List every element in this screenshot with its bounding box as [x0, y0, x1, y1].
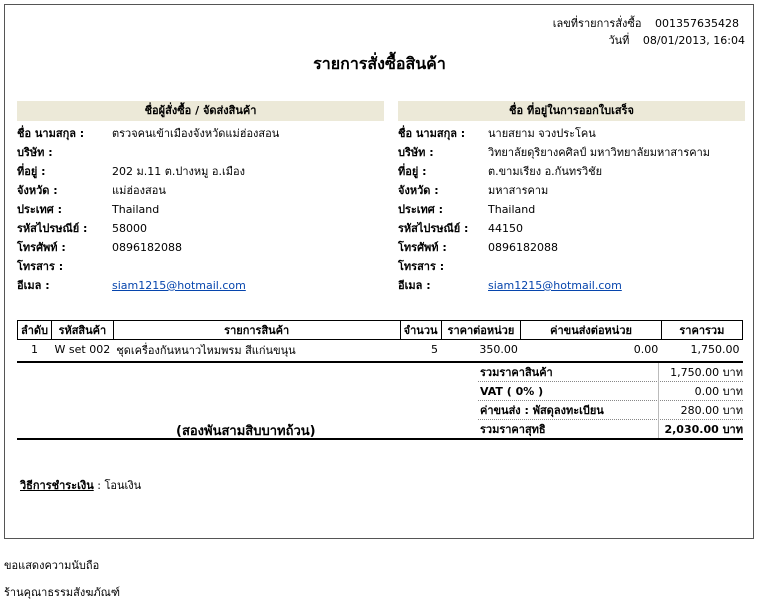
order-date-value: 08/01/2013, 16:04	[642, 34, 745, 47]
field-value: 202 ม.11 ต.ปางหมู อ.เมือง	[112, 165, 245, 178]
summary-value: 280.00 บาท	[680, 404, 743, 417]
amount-in-words: (สองพันสามสิบบาทถ้วน)	[176, 424, 316, 439]
invoice-email-link[interactable]: siam1215@hotmail.com	[488, 279, 622, 292]
order-meta	[553, 15, 745, 49]
shop-name: ร้านคุณาธรรมสังฆภัณฑ์	[4, 586, 120, 599]
cell-unit-price: 350.00	[479, 343, 518, 357]
field-value: วิทยาลัยดุริยางคศิลป์ มหาวิทยาลัยมหาสารคาม	[488, 146, 711, 159]
col-header-total: ราคารวม	[661, 321, 742, 340]
field-value: แม่ฮ่องสอน	[112, 184, 166, 197]
summary-label: รวมราคาสุทธิ	[480, 423, 546, 436]
summary-label: รวมราคาสินค้า	[480, 366, 553, 379]
buyer-panel	[17, 101, 384, 295]
buyer-phone-field	[17, 238, 384, 257]
field-label: โทรศัพท์ :	[398, 241, 447, 254]
invoice-company-field	[398, 143, 745, 162]
closing-regards: ขอแสดงความนับถือ	[4, 559, 100, 572]
summary-bottom-rule	[17, 438, 743, 440]
field-value: 0896182088	[488, 241, 558, 254]
field-value: มหาสารคาม	[488, 184, 549, 197]
page-title: รายการสั่งซื้อสินค้า	[313, 54, 446, 73]
summary-grand-total-row	[478, 420, 743, 439]
summary-value: 0.00 บาท	[694, 385, 743, 398]
field-label: ชื่อ นามสกุล :	[398, 127, 466, 140]
cell-qty: 5	[431, 343, 439, 357]
field-value: 58000	[112, 222, 147, 235]
col-header-unit-shipping: ค่าขนส่งต่อหน่วย	[521, 321, 661, 340]
field-label: โทรสาร :	[17, 260, 64, 273]
field-value: 44150	[488, 222, 523, 235]
invoice-postcode-field	[398, 219, 745, 238]
field-label: ชื่อ นามสกุล :	[17, 127, 85, 140]
summary-vat-row	[478, 382, 743, 401]
order-number-value: 001357635428	[655, 17, 739, 30]
cell-name: ชุดเครื่องกันหนาวไหมพรม สีแก่นขนุน	[116, 343, 296, 357]
summary-subtotal-row	[478, 363, 743, 382]
field-label: โทรสาร :	[398, 260, 445, 273]
buyer-country-field	[17, 200, 384, 219]
col-header-code: รหัสสินค้า	[52, 321, 114, 340]
buyer-company-field	[17, 143, 384, 162]
field-label: รหัสไปรษณีย์ :	[17, 222, 88, 235]
field-value: Thailand	[488, 203, 536, 216]
field-label: อีเมล :	[17, 279, 50, 292]
buyer-postcode-field	[17, 219, 384, 238]
invoice-email-field	[398, 276, 745, 295]
col-header-qty: จำนวน	[400, 321, 441, 340]
col-header-no: ลำดับ	[18, 321, 52, 340]
field-label: ประเทศ :	[398, 203, 444, 216]
payment-method	[20, 476, 141, 494]
field-value: 0896182088	[112, 241, 182, 254]
order-date-row	[553, 32, 745, 49]
buyer-name-field	[17, 124, 384, 143]
field-label: จังหวัด :	[17, 184, 58, 197]
invoice-fax-field	[398, 257, 745, 276]
buyer-email-field	[17, 276, 384, 295]
field-label: บริษัท :	[17, 146, 53, 159]
field-label: ที่อยู่ :	[17, 165, 46, 178]
items-table	[17, 320, 743, 360]
field-label: อีเมล :	[398, 279, 431, 292]
summary-label: ค่าขนส่ง : พัสดุลงทะเบียน	[480, 404, 604, 417]
order-number-row	[553, 15, 745, 32]
invoice-address-field	[398, 162, 745, 181]
field-label: ที่อยู่ :	[398, 165, 427, 178]
cell-no: 1	[31, 343, 39, 357]
buyer-province-field	[17, 181, 384, 200]
items-table-header	[18, 321, 743, 340]
order-summary	[478, 363, 743, 439]
payment-method-label: วิธีการชำระเงิน	[20, 479, 94, 492]
invoice-phone-field	[398, 238, 745, 257]
cell-total: 1,750.00	[690, 343, 740, 357]
field-value: นายสยาม จวงประโคน	[488, 127, 596, 140]
field-label: บริษัท :	[398, 146, 434, 159]
invoice-panel	[398, 101, 745, 295]
field-label: โทรศัพท์ :	[17, 241, 66, 254]
summary-label: VAT ( 0% )	[480, 385, 544, 398]
cell-unit-shipping: 0.00	[633, 343, 659, 357]
order-number-label: เลขที่รายการสั่งซื้อ	[552, 17, 642, 30]
field-value: Thailand	[112, 203, 160, 216]
invoice-province-field	[398, 181, 745, 200]
col-header-name: รายการสินค้า	[113, 321, 400, 340]
invoice-country-field	[398, 200, 745, 219]
table-row	[18, 340, 743, 360]
field-label: จังหวัด :	[398, 184, 439, 197]
col-header-unit-price: ราคาต่อหน่วย	[441, 321, 521, 340]
summary-shipping-row	[478, 401, 743, 420]
field-value: ต.ขามเรียง อ.กันทรวิชัย	[488, 165, 603, 178]
buyer-email-link[interactable]: siam1215@hotmail.com	[112, 279, 246, 292]
cell-code: W set 002	[54, 343, 111, 357]
buyer-fax-field	[17, 257, 384, 276]
field-label: ประเทศ :	[17, 203, 63, 216]
buyer-panel-heading: ชื่อผู้สั่งซื้อ / จัดส่งสินค้า	[17, 101, 384, 121]
order-date-label: วันที่	[608, 34, 630, 47]
field-label: รหัสไปรษณีย์ :	[398, 222, 469, 235]
summary-value: 2,030.00 บาท	[664, 423, 743, 436]
invoice-panel-heading: ชื่อ ที่อยู่ในการออกใบเสร็จ	[398, 101, 745, 121]
field-value: ตรวจคนเข้าเมืองจังหวัดแม่ฮ่องสอน	[112, 127, 280, 140]
payment-separator: :	[93, 479, 105, 492]
summary-value: 1,750.00 บาท	[670, 366, 743, 379]
payment-method-value: โอนเงิน	[104, 479, 142, 492]
invoice-name-field	[398, 124, 745, 143]
buyer-address-field	[17, 162, 384, 181]
